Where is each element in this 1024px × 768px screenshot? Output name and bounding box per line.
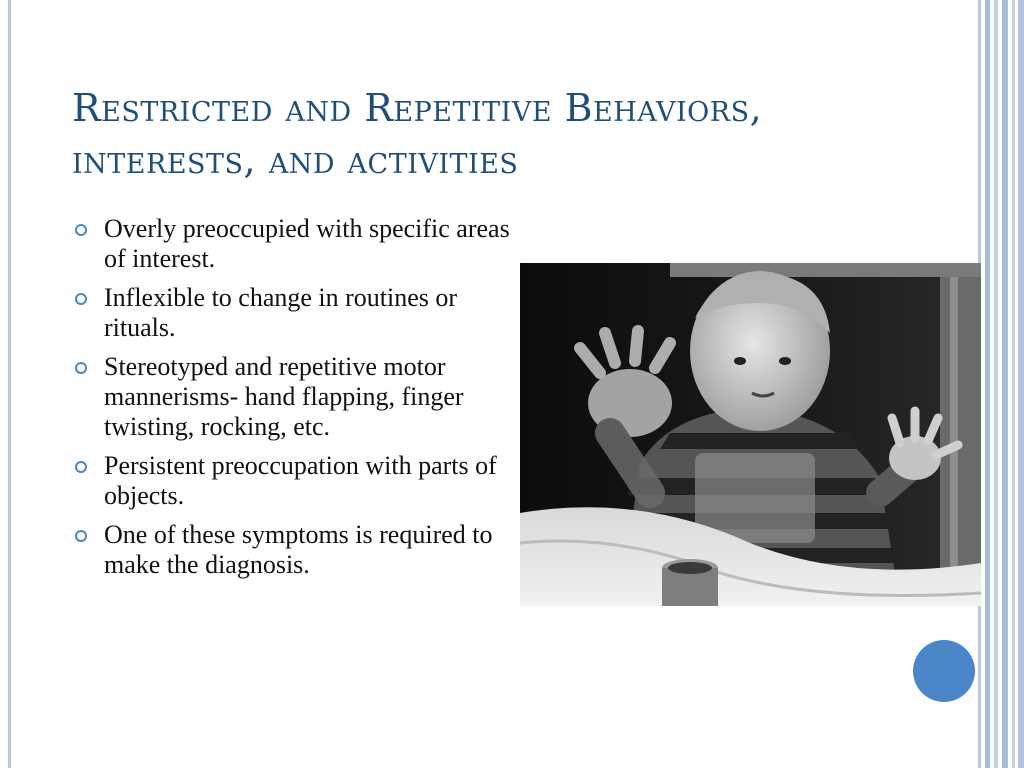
bullet-text: Stereotyped and repetitive motor mannerisms- hand flapping, finger twisting, rocking, etc.	[104, 352, 464, 441]
bullet-item	[72, 283, 512, 343]
child-photo	[520, 263, 981, 606]
bullet-circle-icon	[75, 461, 87, 473]
bullet-text: One of these symptoms is required to make the diagnosis.	[104, 520, 493, 579]
bullet-circle-icon	[75, 530, 87, 542]
bullet-item	[72, 214, 512, 274]
decorative-circle	[913, 640, 975, 702]
bullet-item	[72, 352, 512, 442]
bullet-text: Inflexible to change in routines or rituals.	[104, 283, 458, 342]
bullet-item	[72, 451, 512, 511]
right-decorative-stripes	[978, 0, 1024, 768]
bullet-text: Persistent preoccupation with parts of objects.	[104, 451, 497, 510]
bullet-text: Overly preoccupied with specific areas of interest.	[104, 214, 510, 273]
photo-child-hand-flapping-icon	[520, 263, 981, 606]
bullet-circle-icon	[75, 362, 87, 374]
bullet-circle-icon	[75, 293, 87, 305]
left-border-rule	[8, 0, 11, 768]
slide-title: Restricted and Repetitive Behaviors, interests, and activities	[72, 86, 763, 182]
bullet-circle-icon	[75, 224, 87, 236]
bullet-item	[72, 520, 512, 580]
bullet-list	[72, 214, 512, 589]
